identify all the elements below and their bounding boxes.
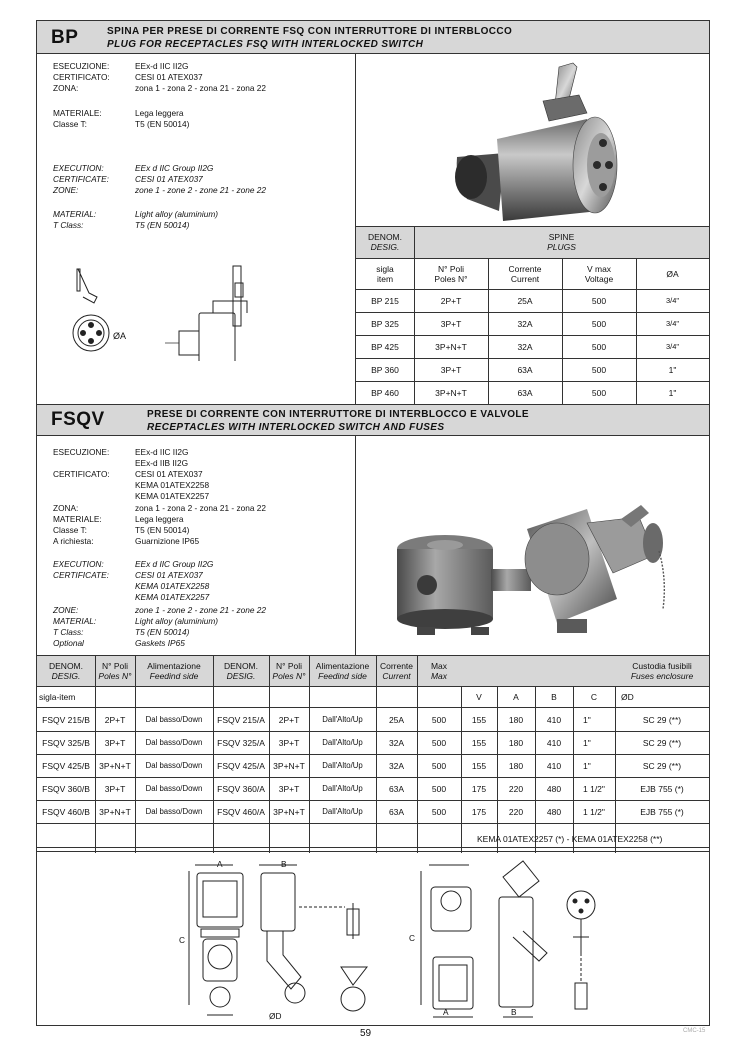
fsqv-spec-it-val-3: KEMA 01ATEX2258 [135,480,210,490]
table-row-fsqv-3-c5: Dall'Alto/Up [322,784,363,793]
table-row-fsqv-2-c6: 32A [388,761,405,771]
table-row-fsqv-3-c7: 500 [431,784,447,794]
bp-col-1-b: Poles N° [434,274,468,284]
table-row-fsqv-0-c7: 500 [431,715,447,725]
table-row-bp-0-c0: BP 215 [371,296,399,306]
bp-title-en: PLUG FOR RECEPTACLES FSQ WITH INTERLOCKED SWITCH [107,39,424,50]
fsqv-table-line-h2 [37,707,709,708]
table-row-fsqv-2-c8: 155 [471,761,487,771]
bp-spec-en-val-0: EEx d IIC Group II2G [135,163,214,173]
table-row-bp-4-c2: 63A [517,388,533,398]
table-row-bp-3-c0: BP 360 [371,365,399,375]
fsqv-row-line-2 [37,777,709,778]
table-row-bp-3-c3: 500 [591,365,607,375]
table-row-fsqv-3-c11: 1 1/2" [583,784,605,794]
bp-spec-it-val-0: EEx-d IIC II2G [135,61,189,71]
table-row-bp-3-c4: 1" [668,365,677,375]
bp-spec-en-key-1: CERTIFICATE: [53,174,109,184]
table-row-bp-0-c4: 3/4" [665,296,680,305]
table-row-fsqv-0-c9: 180 [508,715,524,725]
bp-col-0-a: sigla [376,264,394,274]
page-frame [36,20,710,1026]
fsqv-dim-b-1: B [281,859,287,869]
fsqv-spec-en-val-1: CESI 01 ATEX037 [135,570,203,580]
fsqv-spec-en-key-0: EXECUTION: [53,559,104,569]
fsqv-spec-en-val-6: T5 (EN 50014) [135,627,190,637]
table-row-fsqv-2-c3: FSQV 425/A [217,761,265,771]
fsqv-spec-it-key-0: ESECUZIONE: [53,447,110,457]
table-row-fsqv-1-c6: 32A [388,738,405,748]
bp-code: BP [51,27,79,48]
bp-col-4-a: ØA [666,269,679,279]
bp-spec-en-val-4: Light alloy (aluminium) [135,209,219,219]
table-row-fsqv-3-c4: 3P+T [278,784,300,794]
bp-spec-en-val-5: T5 (EN 50014) [135,220,190,230]
bp-spec-it-key-5: Classe T: [53,119,87,129]
fsqv-row-line-1 [37,754,709,755]
bp-spec-it-val-1: CESI 01 ATEX037 [135,72,203,82]
fsqv-spec-en-key-7: Optional [53,638,84,648]
table-row-fsqv-4-c5: Dall'Alto/Up [322,807,363,816]
fsqv-h0b: DESIG. [51,671,81,681]
fsqv-sub-0: sigla-item [39,692,76,702]
table-row-fsqv-0-c2: Dal basso/Down [145,715,203,724]
table-row-bp-3-c1: 3P+T [440,365,462,375]
table-row-bp-1-c2: 32A [517,319,533,329]
bp-spec-en-key-5: T Class: [53,220,84,230]
bp-spec-it-key-1: CERTIFICATO: [53,72,110,82]
bp-h-plugs: PLUGS [547,242,576,252]
table-row-fsqv-1-c0: FSQV 325/B [42,738,90,748]
fsqv-spec-en-key-6: T Class: [53,627,84,637]
fsqv-sub-7: V [476,692,482,702]
table-row-fsqv-2-c0: FSQV 425/B [42,761,90,771]
table-row-fsqv-1-c3: FSQV 325/A [217,738,265,748]
fsqv-h2b: Feedind side [149,671,199,681]
fsqv-dim-c-2: C [409,933,415,943]
fsqv-h7a: Max [430,661,448,671]
table-row-fsqv-4-c10: 480 [546,807,562,817]
table-row-fsqv-4-c0: FSQV 460/B [42,807,90,817]
bp-spec-it-key-4: MATERIALE: [53,108,102,118]
fsqv-dim-c-1: C [179,935,185,945]
fsqv-row-line-4 [37,823,709,824]
fsqv-spec-it-key-8: A richiesta: [53,536,94,546]
fsqv-divider [355,435,356,655]
table-row-fsqv-0-c4: 2P+T [278,715,300,725]
fsqv-row-line-0 [37,731,709,732]
table-row-fsqv-4-c3: FSQV 460/A [217,807,265,817]
bp-spec-en-val-1: CESI 01 ATEX037 [135,174,203,184]
fsqv-h12a: Custodia fusibili [632,661,692,671]
bp-header [37,21,709,54]
table-row-fsqv-2-c4: 3P+N+T [273,761,305,771]
fsqv-spec-it-val-8: Guarnizione IP65 [135,536,200,546]
bp-spec-en-key-2: ZONE: [53,185,79,195]
fsqv-spec-en-val-5: Light alloy (aluminium) [135,616,219,626]
fsqv-spec-it-key-5: ZONA: [53,503,79,513]
table-row-fsqv-2-c2: Dal basso/Down [145,761,203,770]
table-row-fsqv-4-c1: 3P+N+T [99,807,131,817]
table-row-bp-2-c0: BP 425 [371,342,399,352]
bp-spec-en-key-0: EXECUTION: [53,163,104,173]
table-row-fsqv-4-c7: 500 [431,807,447,817]
table-row-bp-2-c3: 500 [591,342,607,352]
fsqv-dim-d-1: ØD [269,1011,282,1021]
table-row-fsqv-0-c11: 1" [583,715,591,725]
fsqv-sub-8: A [513,692,519,702]
table-row-bp-4-c4: 1" [668,388,677,398]
table-row-fsqv-3-c1: 3P+T [104,784,126,794]
table-row-fsqv-3-c6: 63A [388,784,405,794]
fsqv-h2a: Alimentazione [147,661,201,671]
bp-spec-it-key-2: ZONA: [53,83,79,93]
table-row-bp-1-c0: BP 325 [371,319,399,329]
table-row-bp-1-c3: 500 [591,319,607,329]
table-row-bp-2-c4: 3/4" [665,342,680,351]
table-row-fsqv-2-c11: 1" [583,761,591,771]
table-row-bp-0-c2: 25A [517,296,533,306]
bp-table-line-h1 [355,258,709,259]
table-row-fsqv-0-c0: FSQV 215/B [42,715,90,725]
table-row-fsqv-1-c5: Dall'Alto/Up [322,738,363,747]
bp-drawing-label: ØA [113,331,127,341]
fsqv-receptacle-photo [387,499,687,639]
table-row-fsqv-2-c12: SC 29 (**) [642,761,682,771]
fsqv-h5a: Alimentazione [315,661,370,671]
table-row-bp-1-c1: 3P+T [440,319,462,329]
table-row-fsqv-2-c5: Dall'Alto/Up [322,761,363,770]
fsqv-spec-en-val-2: KEMA 01ATEX2258 [135,581,210,591]
table-row-bp-0-c3: 500 [591,296,607,306]
fsqv-technical-drawings [167,857,637,1025]
table-row-bp-4-c0: BP 460 [371,388,399,398]
fsqv-h3a: DENOM. [224,661,258,671]
table-row-fsqv-3-c10: 480 [546,784,562,794]
fsqv-spec-en-val-7: Gaskets IP65 [135,638,185,648]
table-row-fsqv-2-c9: 180 [508,761,524,771]
fsqv-spec-it-key-6: MATERIALE: [53,514,102,524]
fsqv-h7b: Max [430,671,448,681]
bp-table-v4 [636,258,637,424]
bp-technical-drawing [61,261,261,361]
table-row-fsqv-2-c7: 500 [431,761,447,771]
fsqv-sub-11: ØD [621,692,634,702]
table-row-bp-3-c2: 63A [517,365,533,375]
fsqv-footnote: KEMA 01ATEX2257 (*) - KEMA 01ATEX2258 (**) [477,834,663,844]
table-row-fsqv-4-c4: 3P+N+T [273,807,305,817]
fsqv-dim-a-2: A [443,1007,449,1017]
bp-col-3-a: V max [586,264,612,274]
bp-spec-it-key-0: ESECUZIONE: [53,61,110,71]
bp-table-v3 [562,258,563,424]
bp-h-spine: SPINE [548,232,575,242]
table-row-fsqv-1-c8: 155 [471,738,487,748]
bp-row-line-0 [355,312,709,313]
fsqv-title-it: PRESE DI CORRENTE CON INTERRUTTORE DI INTERBLOCCO E VALVOLE [147,409,529,420]
table-row-fsqv-4-c12: EJB 755 (*) [640,807,684,817]
fsqv-spec-it-val-4: KEMA 01ATEX2257 [135,491,210,501]
fsqv-spec-en-val-4: zone 1 - zone 2 - zone 21 - zone 22 [135,605,266,615]
fsqv-h1a: N° Poli [101,661,129,671]
bp-h-desig: DESIG. [370,242,400,252]
fsqv-spec-en-key-5: MATERIAL: [53,616,97,626]
fsqv-sub-9: B [551,692,557,702]
table-row-fsqv-0-c6: 25A [388,715,405,725]
bp-table-v2 [488,258,489,424]
table-row-fsqv-4-c11: 1 1/2" [583,807,605,817]
bp-col-3-b: Voltage [584,274,614,284]
table-row-fsqv-3-c9: 220 [508,784,524,794]
table-row-fsqv-1-c12: SC 29 (**) [642,738,682,748]
table-row-bp-1-c4: 3/4" [665,319,680,328]
fsqv-h4a: N° Poli [275,661,303,671]
table-row-fsqv-0-c1: 2P+T [104,715,126,725]
table-row-fsqv-3-c12: EJB 755 (*) [640,784,684,794]
bp-table-line-h2 [355,289,709,290]
bp-col-0-b: item [376,274,394,284]
table-row-bp-4-c1: 3P+N+T [435,388,467,398]
table-row-fsqv-3-c2: Dal basso/Down [145,784,203,793]
fsqv-spec-it-val-6: Lega leggera [135,514,184,524]
bp-row-line-1 [355,335,709,336]
fsqv-h6b: Current [382,671,411,681]
table-row-fsqv-3-c0: FSQV 360/B [42,784,90,794]
table-row-fsqv-3-c3: FSQV 360/A [217,784,265,794]
fsqv-sub-10: C [590,692,598,702]
bp-spec-it-val-5: T5 (EN 50014) [135,119,190,129]
fsqv-table-line-h1 [37,686,709,687]
table-row-fsqv-0-c8: 155 [471,715,487,725]
bp-h-denom: DENOM. [368,232,402,242]
fsqv-dim-b-2: B [511,1007,517,1017]
fsqv-spec-en-val-0: EEx d IIC Group II2G [135,559,214,569]
table-row-fsqv-1-c1: 3P+T [104,738,126,748]
fsqv-dim-a-1: A [217,859,223,869]
fsqv-table-bottom [37,851,709,852]
table-row-fsqv-0-c12: SC 29 (**) [642,715,682,725]
table-row-fsqv-4-c8: 175 [471,807,487,817]
fsqv-spec-en-key-1: CERTIFICATE: [53,570,109,580]
bp-spec-it-val-2: zona 1 - zona 2 - zona 21 - zona 22 [135,83,266,93]
fsqv-h3b: DESIG. [226,671,256,681]
fsqv-spec-it-key-2: CERTIFICATO: [53,469,110,479]
bp-col-2-a: Corrente [508,264,542,274]
table-row-fsqv-0-c5: Dall'Alto/Up [322,715,363,724]
table-row-fsqv-1-c11: 1" [583,738,591,748]
drawings-top [37,847,709,848]
fsqv-title-en: RECEPTACLES WITH INTERLOCKED SWITCH AND FUSES [147,422,445,433]
table-row-fsqv-0-c10: 410 [546,715,562,725]
fsqv-h5b: Feedind side [318,671,367,681]
bp-row-line-2 [355,358,709,359]
table-row-bp-0-c1: 2P+T [440,296,462,306]
fsqv-h12b: Fuses enclosure [630,671,694,681]
fsqv-h1b: Poles N° [98,671,132,681]
table-row-fsqv-2-c1: 3P+N+T [99,761,131,771]
table-row-fsqv-4-c6: 63A [388,807,405,817]
page-number: 59 [360,1028,372,1039]
bp-plug-photo [437,61,637,231]
table-row-bp-2-c1: 3P+N+T [435,342,467,352]
bp-title-it: SPINA PER PRESE DI CORRENTE FSQ CON INTERRUTTORE DI INTERBLOCCO [107,26,513,37]
fsqv-spec-it-val-5: zona 1 - zona 2 - zona 21 - zona 22 [135,503,266,513]
fsqv-h0a: DENOM. [49,661,83,671]
table-row-fsqv-1-c2: Dal basso/Down [145,738,203,747]
bp-spec-it-val-4: Lega leggera [135,108,184,118]
table-row-fsqv-4-c9: 220 [508,807,524,817]
table-row-fsqv-2-c10: 410 [546,761,562,771]
table-row-bp-2-c2: 32A [517,342,533,352]
fsqv-spec-it-val-2: CESI 01 ATEX037 [135,469,203,479]
fsqv-spec-en-val-3: KEMA 01ATEX2257 [135,592,210,602]
table-row-fsqv-1-c9: 180 [508,738,524,748]
table-row-fsqv-0-c3: FSQV 215/A [217,715,265,725]
bp-col-1-a: N° Poli [437,264,465,274]
table-row-fsqv-1-c10: 410 [546,738,562,748]
fsqv-spec-it-val-1: EEx-d IIB II2G [135,458,189,468]
corner-code: CMC-15 [683,1028,706,1034]
fsqv-spec-en-key-4: ZONE: [53,605,79,615]
bp-spec-en-val-2: zone 1 - zone 2 - zone 21 - zone 22 [135,185,266,195]
bp-col-2-b: Current [510,274,540,284]
fsqv-h4b: Poles N° [272,671,306,681]
bp-row-line-3 [355,381,709,382]
fsqv-spec-it-key-7: Classe T: [53,525,87,535]
fsqv-row-line-3 [37,800,709,801]
fsqv-code: FSQV [51,409,105,430]
fsqv-spec-it-val-7: T5 (EN 50014) [135,525,190,535]
fsqv-spec-it-val-0: EEx-d IIC II2G [135,447,189,457]
table-row-bp-4-c3: 500 [591,388,607,398]
fsqv-header [37,404,709,436]
table-row-fsqv-3-c8: 175 [471,784,487,794]
fsqv-h6a: Corrente [379,661,414,671]
table-row-fsqv-1-c7: 500 [431,738,447,748]
bp-spec-en-key-4: MATERIAL: [53,209,97,219]
table-row-fsqv-1-c4: 3P+T [278,738,300,748]
table-row-fsqv-4-c2: Dal basso/Down [145,807,203,816]
